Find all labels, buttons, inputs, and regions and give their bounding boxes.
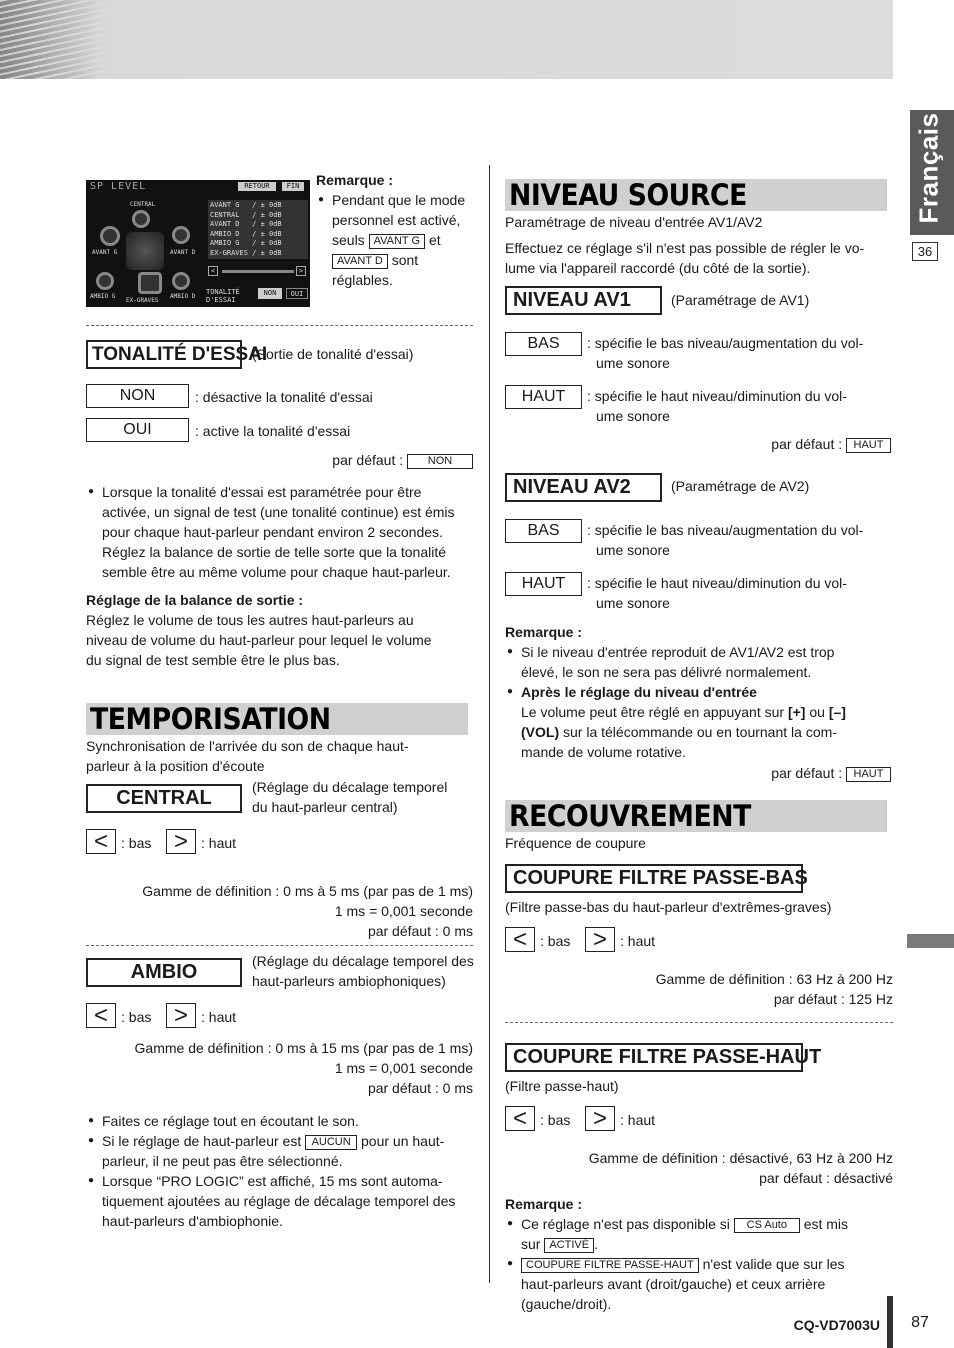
intro-line: lume via l'appareil raccordé (du côté de la sortie).: [505, 260, 811, 276]
key-haut: HAUT: [846, 767, 891, 782]
note-line: tiquement ajoutées au réglage de décalage temporel des: [102, 1193, 456, 1209]
range-line: Gamme de définition : 0 ms à 5 ms (par pas de 1 ms): [142, 883, 473, 899]
tonalite-default: [250, 450, 473, 470]
note-line: ● Lorsque “PRO LOGIC” est affiché, 15 ms sont automa-: [86, 1171, 478, 1191]
screen-tone-label-2: D'ESSAI: [206, 296, 236, 304]
av1-bas-desc: [587, 333, 892, 373]
left-arrow-icon: <: [505, 1106, 535, 1131]
speaker-ex-graves-icon: [138, 272, 162, 294]
av1-haut-button: HAUT: [505, 385, 582, 409]
screen-label-ambio-g: AMBIO G: [90, 293, 116, 300]
default-label: par défaut :: [771, 765, 843, 781]
speaker-ambio-d-icon: [172, 272, 190, 290]
ambio-heading: AMBIO: [86, 958, 242, 987]
tonalite-non-button: NON: [86, 384, 189, 408]
bas-label: : bas: [121, 1009, 152, 1025]
remarque-text: est mis: [803, 1216, 849, 1232]
tonalite-non-desc: : désactive la tonalité d'essai: [195, 389, 373, 405]
key-coupure-passe-haut: COUPURE FILTRE PASSE-HAUT: [521, 1258, 699, 1273]
range-line: 1 ms = 0,001 seconde: [334, 903, 473, 919]
range-line: par défaut : désactivé: [759, 1170, 893, 1186]
haut-label: : haut: [620, 933, 656, 949]
seat-icon: [126, 232, 164, 270]
speaker-avant-g-icon: [100, 226, 120, 246]
bullet-line: Réglez la balance de sortie de telle sorte que la tonalité: [102, 544, 446, 560]
note-text: Si le réglage de haut-parleur est: [102, 1133, 302, 1149]
niveau-av1-heading: NIVEAU AV1: [505, 286, 662, 315]
key-avant-g: AVANT G: [369, 234, 425, 249]
screen-tone-label: [206, 288, 240, 304]
screen-row: AMBIO G / ± 0dB: [210, 239, 282, 247]
language-label: Français: [913, 112, 944, 224]
right-arrow-icon: >: [585, 1106, 615, 1131]
sub-line: (Réglage du décalage temporel: [252, 779, 448, 795]
bas-label: : bas: [540, 933, 571, 949]
remarque-line: [505, 702, 895, 722]
wave-image: [0, 0, 110, 79]
right-arrow-icon: >: [166, 829, 196, 854]
niveau-av1-subtitle: (Paramétrage de AV1): [671, 292, 810, 308]
minus-key: [–]: [828, 704, 846, 720]
range-line: Gamme de définition : 63 Hz à 200 Hz: [655, 971, 893, 987]
remarque-line: [316, 250, 486, 270]
remarque-title: Remarque :: [316, 172, 394, 188]
intro-line: parleur à la position d'écoute: [86, 758, 265, 774]
screen-slider-left-icon: <: [208, 266, 218, 276]
remarque-line: mande de volume rotative.: [521, 744, 686, 760]
left-arrow-icon: <: [86, 1003, 116, 1028]
remarque-text: n'est valide que sur les: [702, 1256, 845, 1272]
remarque-line: [505, 722, 895, 742]
balance-line: Réglez le volume de tous les autres haut-parleurs au: [86, 612, 414, 628]
desc-line: ume sonore: [596, 408, 670, 424]
temporisation-title: TEMPORISATION: [90, 702, 331, 736]
model-number: CQ-VD7003U: [793, 1317, 880, 1333]
remarque-line: [505, 1254, 897, 1274]
bullet-line: activée, un signal de test (une tonalité continue) est émis: [102, 504, 455, 520]
temporisation-notes: [86, 1111, 478, 1231]
screen-title: SP LEVEL: [90, 181, 147, 192]
remarque-line: ● Si le niveau d'entrée reproduit de AV1/AV2 est trop: [505, 642, 895, 662]
remarque-line: ● Après le réglage du niveau d'entrée: [505, 682, 895, 702]
intro-line: Effectuez ce réglage s'il n'est pas possible de régler le vo-: [505, 240, 865, 256]
note-line: parleur, il ne peut pas être sélectionné.: [102, 1153, 343, 1169]
sub-line: haut-parleurs ambiophoniques): [252, 973, 446, 989]
niveau-source-title: NIVEAU SOURCE: [509, 178, 747, 212]
remarque-text: Le volume peut être réglé en appuyant sur: [521, 704, 785, 720]
niveau-intro: Paramétrage de niveau d'entrée AV1/AV2: [505, 214, 763, 230]
remarque-line: [316, 230, 486, 250]
screen-label-ambio-d: AMBIO D: [170, 293, 196, 300]
remarque-text: .: [594, 1236, 598, 1252]
language-label-wrap: [908, 112, 948, 224]
default-label: par défaut :: [771, 436, 843, 452]
balance-title: Réglage de la balance de sortie :: [86, 592, 304, 608]
screen-tone-non: NON: [258, 288, 282, 299]
screen-row: AVANT D / ± 0dB: [210, 220, 282, 228]
key-cs-auto: CS Auto: [734, 1218, 800, 1233]
passe-bas-subtitle: (Filtre passe-bas du haut-parleur d'extrêmes-graves): [505, 899, 832, 915]
niveau-default: [620, 763, 891, 783]
remarque-text: ou: [809, 704, 825, 720]
dashed-divider: [86, 945, 473, 946]
tonalite-subtitle: (Sortie de tonalité d'essai): [252, 346, 414, 362]
remarque-line: [505, 1234, 897, 1254]
av2-haut-button: HAUT: [505, 572, 582, 596]
dashed-divider: [505, 1022, 893, 1023]
desc-line: : spécifie le haut niveau/diminution du vol-: [587, 388, 847, 404]
screen-slider-right-icon: >: [296, 266, 306, 276]
tonalite-oui-button: OUI: [86, 418, 189, 442]
av2-bas-desc: [587, 520, 892, 560]
niveau-av2-heading: NIVEAU AV2: [505, 473, 662, 502]
desc-line: ume sonore: [596, 542, 670, 558]
remarque-text: sont: [391, 252, 419, 268]
remarque-sp-level: [316, 170, 486, 290]
key-non: NON: [407, 454, 473, 469]
passe-haut-range: [505, 1148, 893, 1188]
passe-bas-range: [505, 969, 893, 1009]
key-active: ACTIVÉ: [544, 1238, 594, 1253]
note-text: pour un haut-: [361, 1133, 445, 1149]
remarque-line: élevé, le son ne sera pas délivré normalement.: [521, 664, 812, 680]
av2-bas-button: BAS: [505, 519, 582, 543]
passe-haut-heading: COUPURE FILTRE PASSE-HAUT: [505, 1043, 803, 1072]
desc-line: : spécifie le haut niveau/diminution du vol-: [587, 575, 847, 591]
screen-tone-oui: OUI: [286, 288, 308, 299]
range-line: par défaut : 125 Hz: [773, 991, 893, 1007]
screen-slider-track: [222, 270, 294, 273]
remarque-text: et: [428, 232, 441, 248]
remarque-title: Remarque :: [505, 624, 583, 640]
dashed-divider: [86, 325, 473, 326]
screen-label-avant-d: AVANT D: [170, 249, 196, 256]
screen-row: AMBIO D / ± 0dB: [210, 229, 282, 238]
section-page-number: 36: [912, 242, 938, 261]
av1-bas-button: BAS: [505, 332, 582, 356]
screen-label-central: CENTRAL: [130, 201, 156, 208]
sp-level-screen: [86, 180, 310, 307]
speaker-central-icon: [132, 210, 150, 228]
ambio-range: [86, 1038, 473, 1098]
remarque-line: réglables.: [332, 272, 393, 288]
niveau-remarque: [505, 622, 895, 762]
recouvrement-remarque: [505, 1194, 897, 1314]
page-number: 87: [911, 1314, 929, 1331]
niveau-source-heading: [505, 179, 887, 211]
recouvrement-heading: [505, 800, 887, 832]
screen-slider: [208, 266, 308, 278]
tonalite-heading: TONALITÉ D'ESSAI: [86, 340, 242, 369]
remarque-text: sur la télécommande ou en tournant la com-: [563, 724, 837, 740]
note-line: [86, 1131, 478, 1151]
remarque-line: haut-parleurs avant (droit/gauche) et ceux arrière: [521, 1276, 826, 1292]
speaker-avant-d-icon: [172, 226, 190, 244]
screen-level-table: [208, 200, 308, 259]
av1-haut-desc: [587, 386, 892, 426]
remarque-text: Ce réglage n'est pas disponible si: [521, 1216, 730, 1232]
left-arrow-icon: <: [505, 927, 535, 952]
tonalite-bullet: [86, 482, 476, 582]
note-line: haut-parleurs d'ambiophonie.: [102, 1213, 283, 1229]
note-line: ● Faites ce réglage tout en écoutant le son.: [86, 1111, 478, 1131]
right-arrow-icon: >: [585, 927, 615, 952]
key-haut: HAUT: [846, 438, 891, 453]
av2-haut-desc: [587, 573, 892, 613]
screen-row: EX-GRAVES / ± 0dB: [210, 248, 282, 257]
intro-line: Synchronisation de l'arrivée du son de chaque haut-: [86, 738, 409, 754]
ambio-subtitle: [252, 951, 477, 991]
remarque-line: (gauche/droit).: [521, 1296, 612, 1312]
remarque-title: Remarque :: [505, 1196, 583, 1212]
central-subtitle: [252, 777, 477, 817]
bullet-line: ● Lorsque la tonalité d'essai est paramétrée pour être: [86, 482, 476, 502]
top-banner: [0, 0, 893, 79]
bullet-line: pour chaque haut-parleur pendant environ 2 secondes.: [102, 524, 443, 540]
temporisation-intro: [86, 736, 476, 776]
screen-row: CENTRAL / ± 0dB: [210, 210, 282, 219]
screen-label-ex-graves: EX-GRAVES: [126, 297, 159, 304]
footer-bar: [887, 1296, 893, 1348]
remarque-text: sur: [521, 1236, 541, 1252]
remarque-text: seuls: [332, 232, 365, 248]
balance-section: [86, 590, 476, 670]
bas-label: : bas: [540, 1112, 571, 1128]
range-line: 1 ms = 0,001 seconde: [334, 1060, 473, 1076]
sub-line: (Réglage du décalage temporel des: [252, 953, 474, 969]
plus-key: [+]: [787, 704, 806, 720]
left-arrow-icon: <: [86, 829, 116, 854]
central-range: [86, 881, 473, 941]
remarque-line: ● Pendant que le mode: [316, 190, 486, 210]
recouvrement-intro: Fréquence de coupure: [505, 835, 646, 851]
screen-fin-button: FIN: [282, 182, 304, 191]
haut-label: : haut: [201, 1009, 237, 1025]
bas-label: : bas: [121, 835, 152, 851]
range-line: Gamme de définition : désactivé, 63 Hz à 200 Hz: [588, 1150, 893, 1166]
recouvrement-title: RECOUVREMENT: [509, 799, 751, 833]
tonalite-oui-desc: : active la tonalité d'essai: [195, 423, 351, 439]
side-marker: [907, 934, 954, 948]
desc-line: ume sonore: [596, 595, 670, 611]
screen-row: AVANT G / ± 0dB: [210, 201, 282, 209]
key-aucun: AUCUN: [305, 1135, 357, 1150]
balance-line: du signal de test semble être le plus bas.: [86, 652, 340, 668]
range-line: Gamme de définition : 0 ms à 15 ms (par pas de 1 ms): [134, 1040, 473, 1056]
temporisation-heading: [86, 703, 468, 735]
range-line: par défaut : 0 ms: [367, 923, 473, 939]
right-arrow-icon: >: [166, 1003, 196, 1028]
vol-key: (VOL): [521, 724, 560, 740]
niveau-av2-subtitle: (Paramétrage de AV2): [671, 478, 810, 494]
column-divider: [489, 165, 490, 1283]
passe-haut-subtitle: (Filtre passe-haut): [505, 1078, 619, 1094]
default-label: par défaut :: [332, 452, 404, 468]
range-line: par défaut : 0 ms: [367, 1080, 473, 1096]
bullet-line: semble être au même volume pour chaque haut-parleur.: [102, 564, 451, 580]
speaker-ambio-g-icon: [96, 272, 114, 290]
screen-retour-button: RETOUR: [238, 182, 276, 191]
screen-tone-label-1: TONALITÉ: [206, 288, 240, 296]
balance-line: niveau de volume du haut-parleur pour lequel le volume: [86, 632, 432, 648]
haut-label: : haut: [620, 1112, 656, 1128]
key-avant-d: AVANT D: [332, 254, 388, 269]
screen-label-avant-g: AVANT G: [92, 249, 118, 256]
niveau-intro2: [505, 238, 895, 278]
desc-line: : spécifie le bas niveau/augmentation du vol-: [587, 522, 864, 538]
haut-label: : haut: [201, 835, 237, 851]
desc-line: ume sonore: [596, 355, 670, 371]
central-heading: CENTRAL: [86, 784, 242, 813]
sub-line: du haut-parleur central): [252, 799, 398, 815]
av1-default: [620, 434, 891, 454]
remarque-line: [505, 1214, 897, 1234]
remarque-line: personnel est activé,: [332, 212, 461, 228]
desc-line: : spécifie le bas niveau/augmentation du vol-: [587, 335, 864, 351]
passe-bas-heading: COUPURE FILTRE PASSE-BAS: [505, 864, 803, 893]
